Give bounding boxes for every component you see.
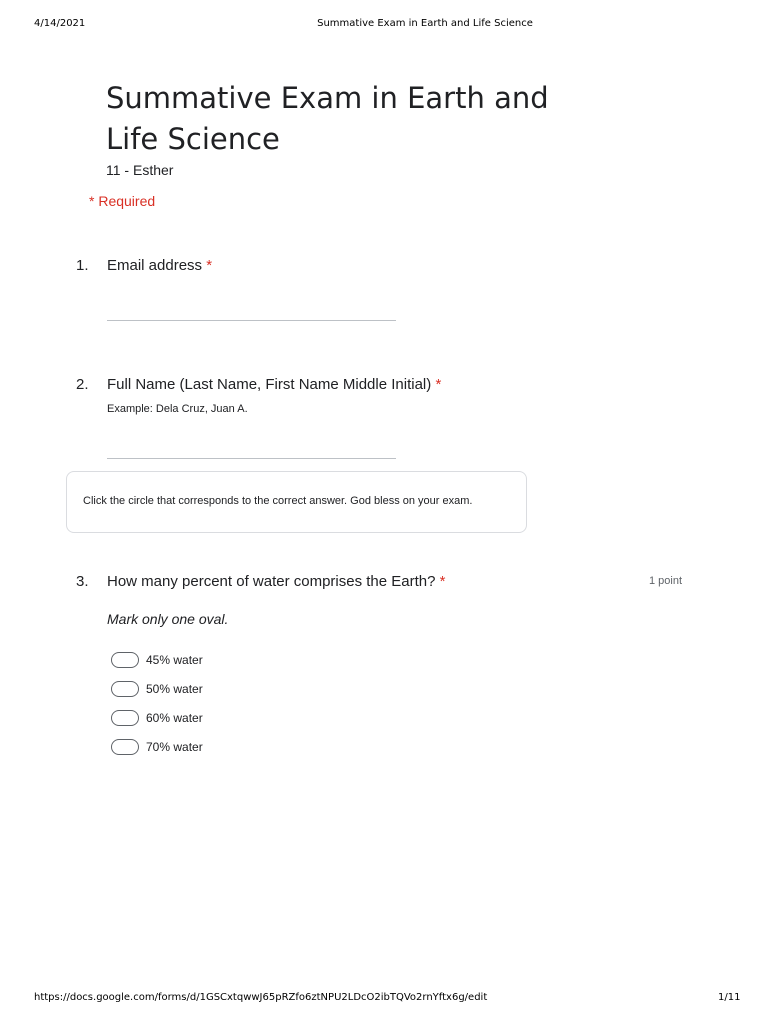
- email-field[interactable]: [107, 320, 396, 321]
- option-50-water[interactable]: [111, 680, 203, 698]
- question-3-number: 3.: [76, 573, 89, 590]
- print-date: 4/14/2021: [34, 18, 86, 29]
- question-2-number: 2.: [76, 376, 89, 393]
- question-2-help: Example: Dela Cruz, Juan A.: [107, 403, 248, 415]
- print-footer-url: https://docs.google.com/forms/d/1GSCxtqwwJ65pRZfo6ztNPU2LDcO2ibTQVo2rnYftx6g/edit: [34, 992, 488, 1003]
- question-2-title: [107, 376, 441, 393]
- question-3-points: 1 point: [649, 575, 683, 587]
- question-3-text: How many percent of water comprises the Earth?: [107, 573, 436, 590]
- question-1-required-mark: *: [206, 257, 213, 274]
- section-info-box: [66, 471, 527, 533]
- oval-radio[interactable]: [111, 652, 139, 668]
- oval-radio[interactable]: [111, 710, 139, 726]
- option-label: 50% water: [146, 682, 203, 696]
- option-45-water[interactable]: [111, 651, 203, 669]
- question-1-number: 1.: [76, 257, 89, 274]
- print-header-title: Summative Exam in Earth and Life Science: [317, 18, 533, 29]
- option-label: 45% water: [146, 653, 203, 667]
- question-3-required-mark: *: [439, 573, 446, 590]
- option-label: 70% water: [146, 740, 203, 754]
- question-3-title: [107, 573, 446, 590]
- option-60-water[interactable]: [111, 709, 203, 727]
- print-page-number: 1/11: [718, 992, 741, 1003]
- question-1-title: [107, 257, 212, 274]
- full-name-field[interactable]: [107, 458, 396, 459]
- oval-radio[interactable]: [111, 681, 139, 697]
- option-label: 60% water: [146, 711, 203, 725]
- required-note: * Required: [89, 193, 156, 209]
- section-note: Click the circle that corresponds to the correct answer. God bless on your exam.: [83, 495, 473, 507]
- form-description: 11 - Esther: [106, 162, 174, 178]
- question-2-text: Full Name (Last Name, First Name Middle Initial): [107, 376, 432, 393]
- option-70-water[interactable]: [111, 738, 203, 756]
- question-1-text: Email address: [107, 257, 203, 274]
- oval-radio[interactable]: [111, 739, 139, 755]
- form-title: Summative Exam in Earth and Life Science: [106, 81, 549, 156]
- question-2-required-mark: *: [435, 376, 442, 393]
- question-3-instruction: Mark only one oval.: [107, 611, 229, 627]
